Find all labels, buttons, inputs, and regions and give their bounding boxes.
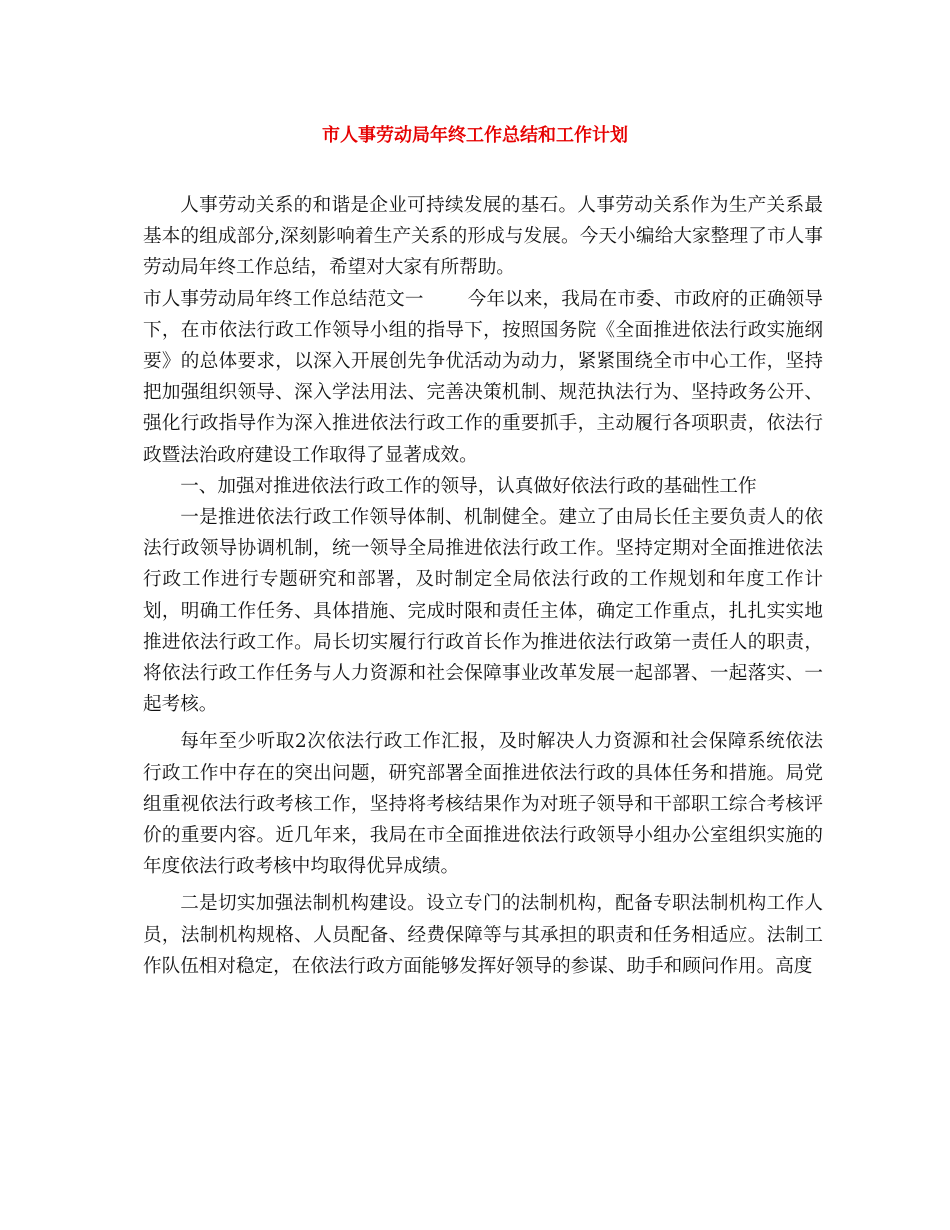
point-two-paragraph: 二是切实加强法制机构建设。设立专门的法制机构，配备专职法制机构工作人员，法制机构规格、人员配备、经费保障等与其承担的职责和任务相适应。法制工作队伍相对稳定，在依法行政方面能够发挥好领导的参谋、助手和顾问作用。高度 xyxy=(143,893,823,977)
point-one-continued-paragraph: 每年至少听取2次依法行政工作汇报，及时解决人力资源和社会保障系统依法行政工作中存在的突出问题，研究部署全面推进依法行政的具体任务和措施。局党组重视依法行政考核工作，坚持将考核结果作为对班子领导和干部职工综合考核评价的重要内容。近几年来，我局在市全面推进依法行政领导小组办公室组织实施的年度依法行政考核中均取得优异成绩。 xyxy=(143,731,823,878)
opening-paragraph xyxy=(143,284,823,471)
sample-label: 市人事劳动局年终工作总结范文一 xyxy=(143,288,424,310)
intro-paragraph: 人事劳动关系的和谐是企业可持续发展的基石。人事劳动关系作为生产关系最基本的组成部分,深刻影响着生产关系的形成与发展。今天小编给大家整理了市人事劳动局年终工作总结，希望对大家有所帮助。 xyxy=(143,195,823,279)
section-heading: 一、加强对推进依法行政工作的领导，认真做好依法行政的基础性工作 xyxy=(180,475,757,497)
document-title: 市人事劳动局年终工作总结和工作计划 xyxy=(322,125,628,146)
opening-text: 今年以来，我局在市委、市政府的正确领导下，在市依法行政工作领导小组的指导下，按照国务院《全面推进依法行政实施纲要》的总体要求，以深入开展创先争优活动为动力，紧紧围绕全市中心工作，坚持把加强组织领导、深入学法用法、完善决策机制、规范执法行为、坚持政务公开、强化行政指导作为深入推进依法行政工作的重要抓手，主动履行各项职责，依法行政暨法治政府建设工作取得了显著成效。 xyxy=(143,288,823,466)
document-body xyxy=(143,190,823,982)
point-one-paragraph: 一是推进依法行政工作领导体制、机制健全。建立了由局长任主要负责人的依法行政领导协调机制，统一领导全局推进依法行政工作。坚持定期对全面推进依法行政工作进行专题研究和部署，及时制定全局依法行政的工作规划和年度工作计划，明确工作任务、具体措施、完成时限和责任主体，确定工作重点，扎扎实实地推进依法行政工作。局长切实履行行政首长作为推进依法行政第一责任人的职责，将依法行政工作任务与人力资源和社会保障事业改革发展一起部署、一起落实、一起考核。 xyxy=(143,507,823,716)
